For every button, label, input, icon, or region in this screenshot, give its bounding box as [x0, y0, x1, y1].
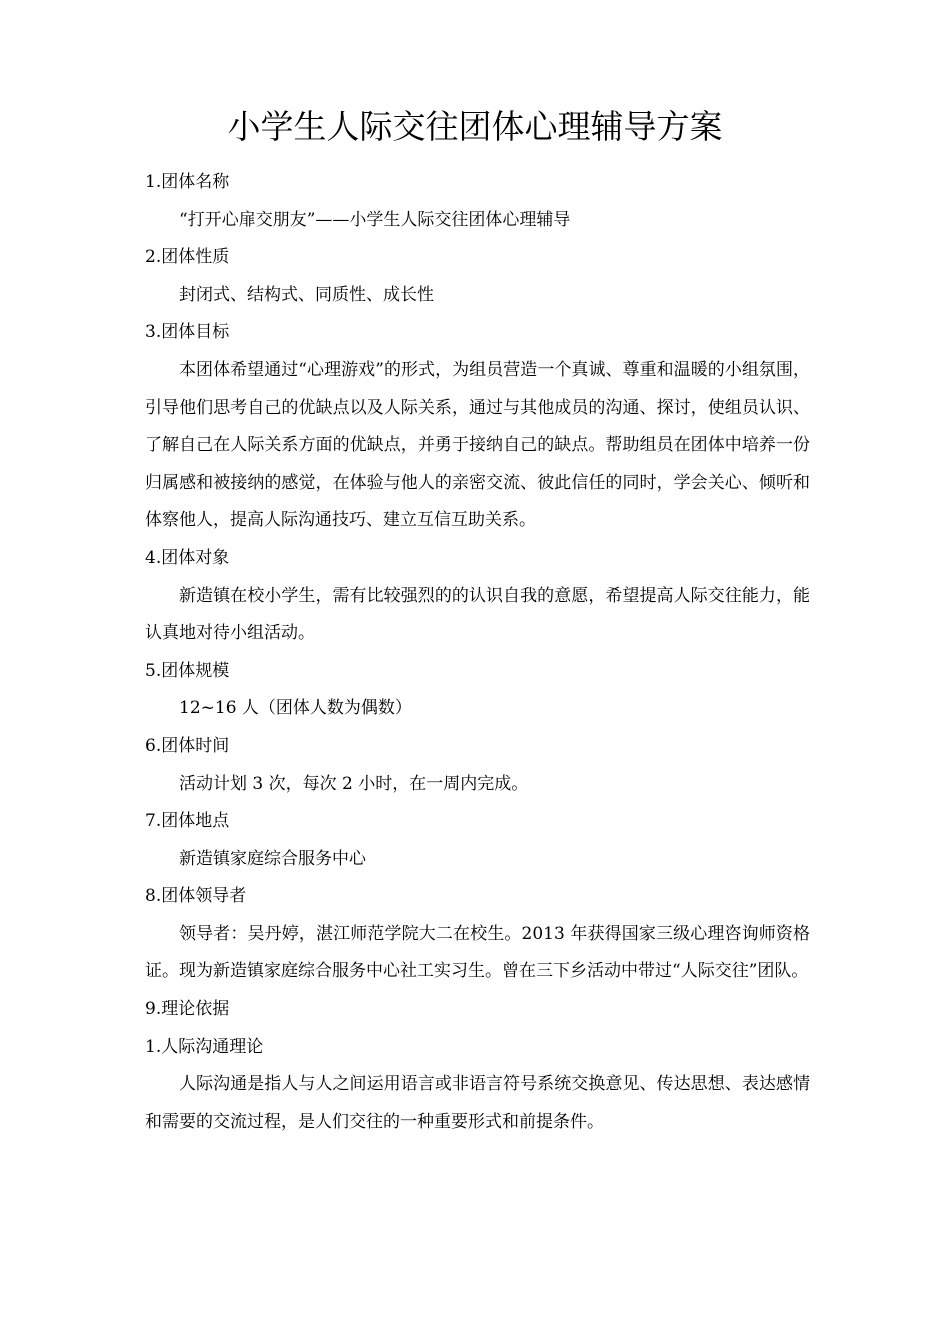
section-body: “打开心扉交朋友”——小学生人际交往团体心理辅导: [179, 209, 571, 230]
section-heading: 8.团体领导者: [145, 886, 247, 907]
section-body: 封闭式、结构式、同质性、成长性: [179, 284, 434, 305]
section-heading: 3.团体目标: [145, 322, 230, 343]
document-body: [145, 164, 810, 1141]
section-heading: 7.团体地点: [145, 811, 230, 832]
section-body: 12~16 人（团体人数为偶数）: [179, 698, 412, 719]
section-heading: 6.团体时间: [145, 735, 230, 756]
section-body: 本团体希望通过“心理游戏”的形式，为组员营造一个真诚、尊重和温暖的小组氛围，引导他们思考自己的优缺点以及人际关系，通过与其他成员的沟通、探讨，使组员认识、了解自己在人际关系方面的优缺点，并勇于接纳自己的缺点。帮助组员在团体中培养一份归属感和被接纳的感觉，在体验与他人的亲密交流、彼此信任的同时，学会关心、倾听和体察他人，提高人际沟通技巧、建立互信互助关系。: [145, 359, 810, 531]
section-body: 活动计划 3 次，每次 2 小时，在一周内完成。: [179, 773, 529, 794]
section-heading: 2.团体性质: [145, 247, 230, 268]
document-title: 小学生人际交往团体心理辅导方案: [227, 107, 723, 146]
section-heading: 4.团体对象: [145, 547, 230, 568]
section-heading: 9.理论依据: [145, 999, 230, 1020]
section-body: 领导者：吴丹婷，湛江师范学院大二在校生。2013 年获得国家三级心理咨询师资格证。现为新造镇家庭综合服务中心社工实习生。曾在三下乡活动中带过“人际交往”团队。: [145, 923, 810, 982]
section-body: 人际沟通是指人与人之间运用语言或非语言符号系统交换意见、传达思想、表达感情和需要的交流过程，是人们交往的一种重要形式和前提条件。: [145, 1074, 810, 1132]
section-heading: 5.团体规模: [145, 660, 230, 681]
section-body: 新造镇家庭综合服务中心: [179, 848, 366, 869]
section-body: 新造镇在校小学生，需有比较强烈的的认识自我的意愿，希望提高人际交往能力，能认真地对待小组活动。: [145, 585, 810, 644]
section-heading: 1.团体名称: [145, 172, 230, 192]
section-heading: 1.人际沟通理论: [145, 1036, 264, 1057]
